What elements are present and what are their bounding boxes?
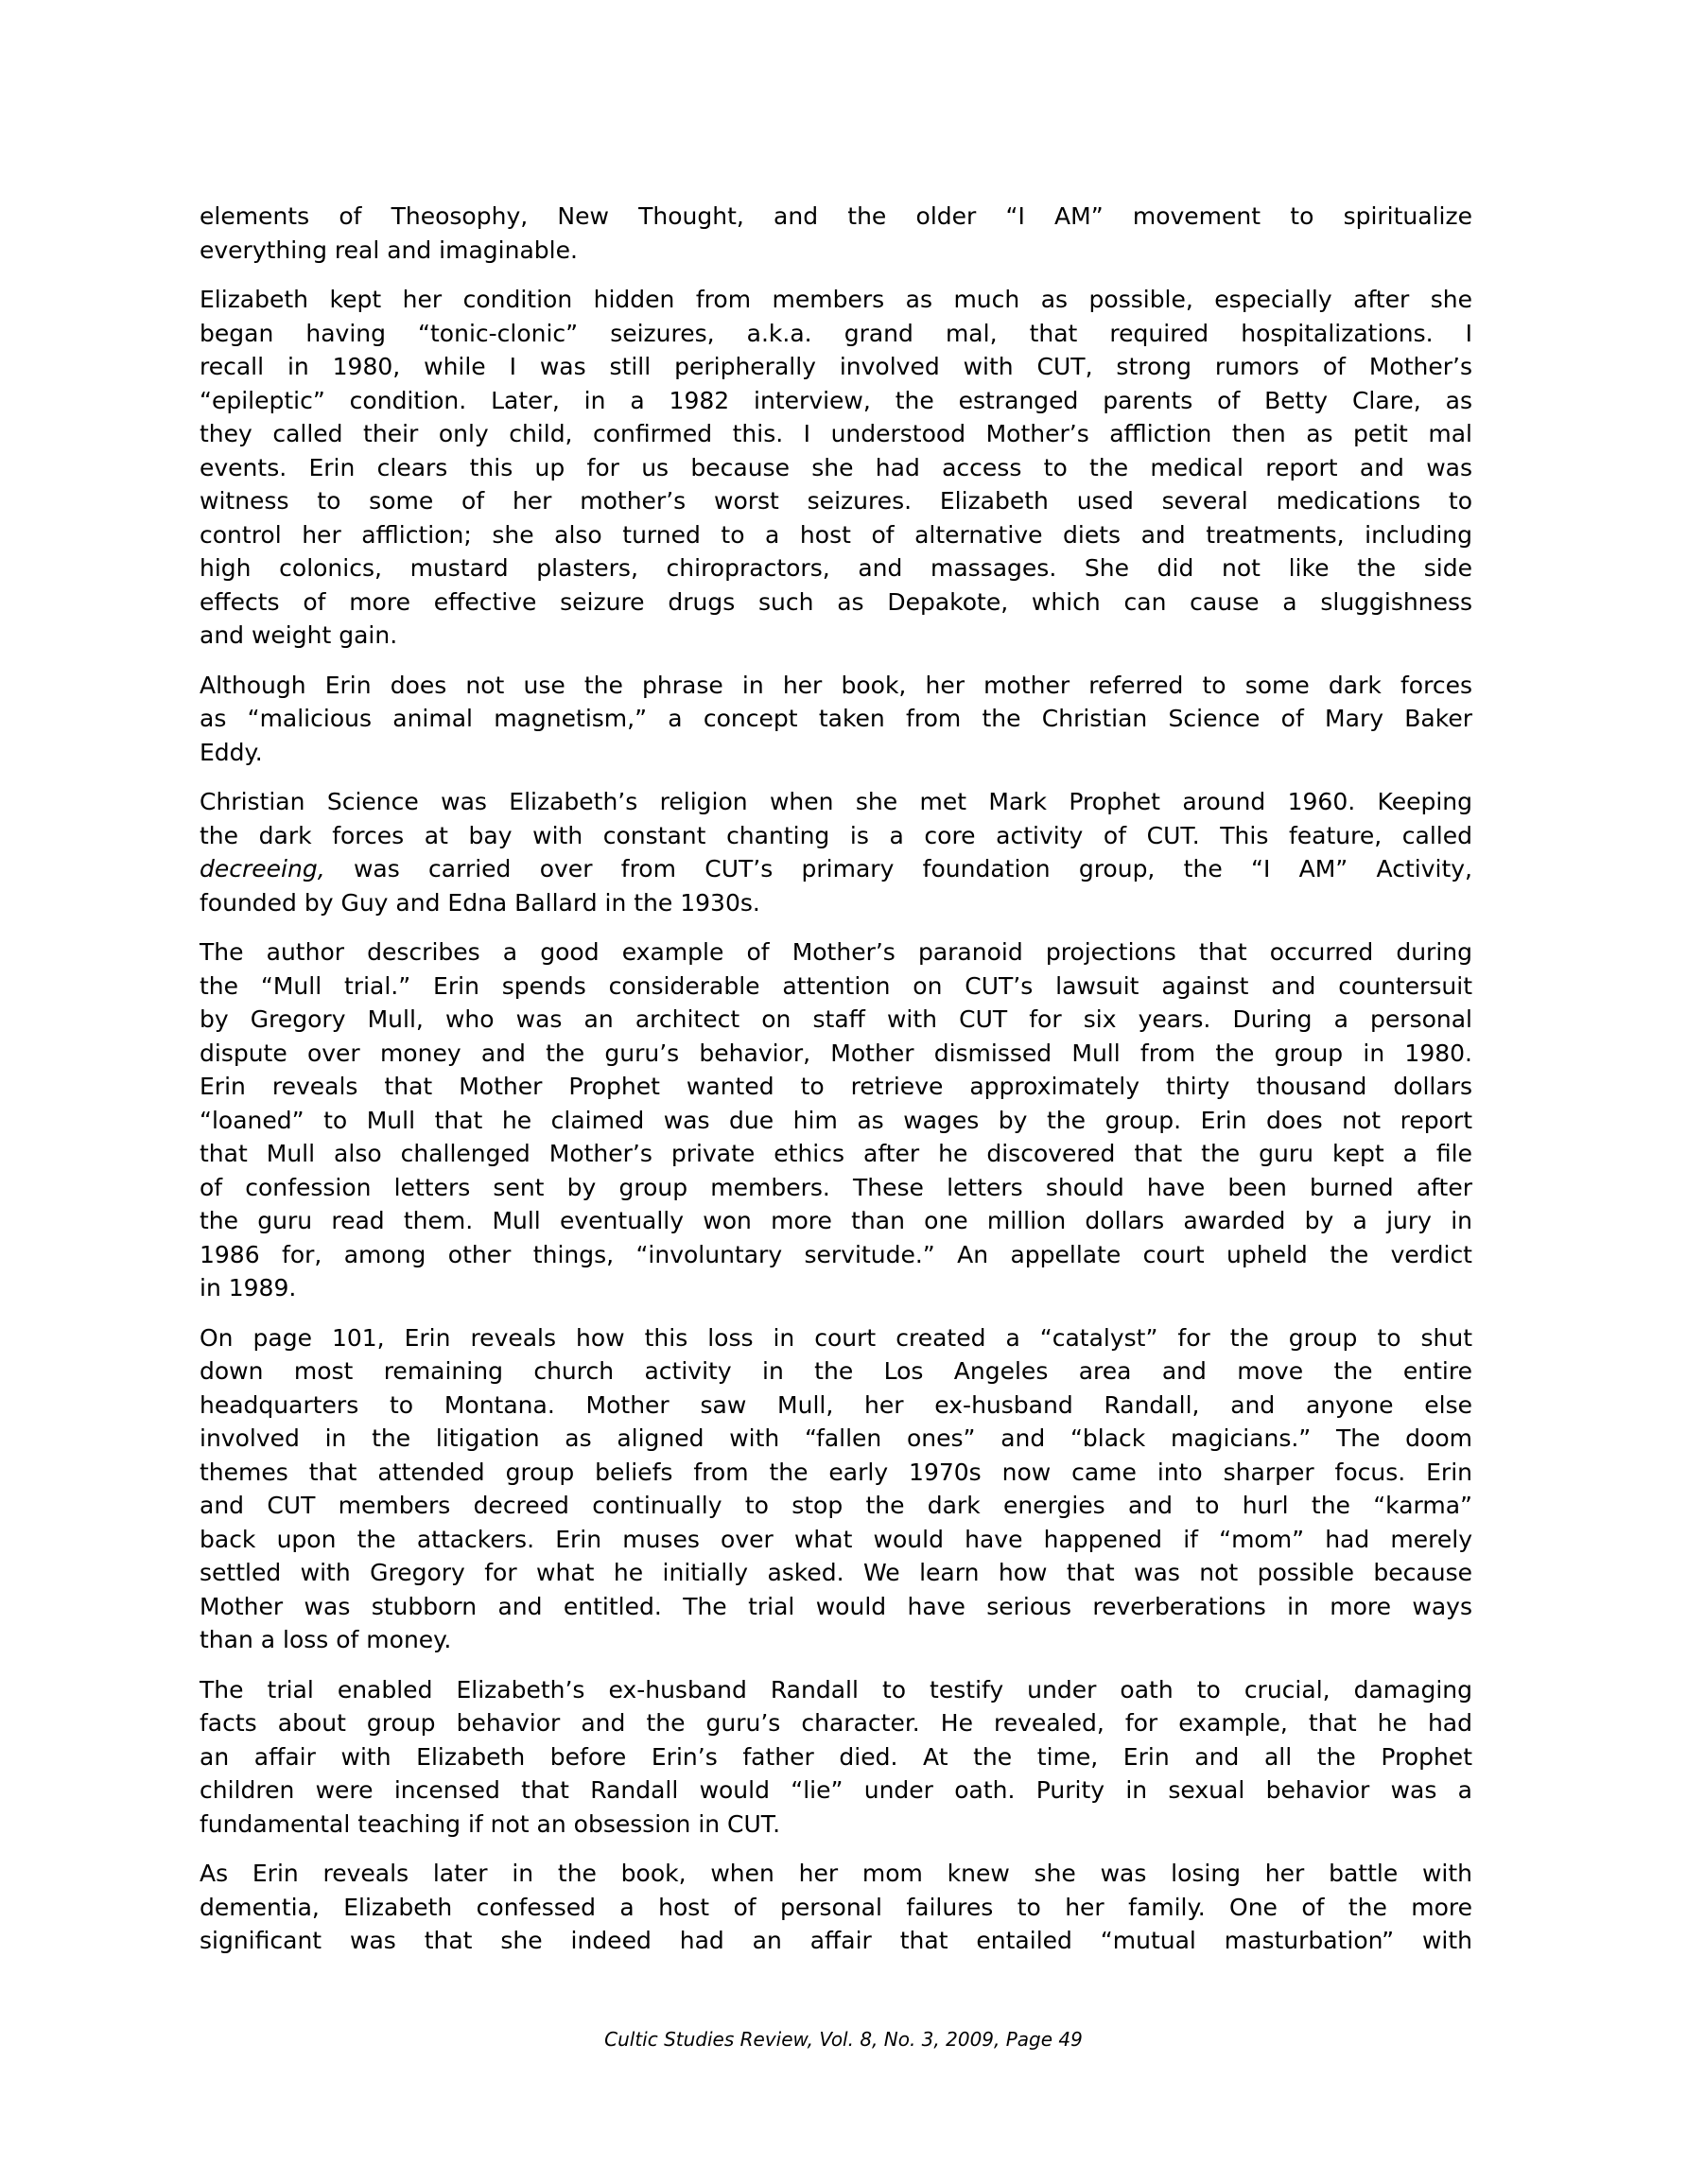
text-line: Erin reveals that Mother Prophet wanted to retrieve approximately thirty thousand dollars — [200, 1073, 1472, 1100]
text-line: effects of more effective seizure drugs such as Depakote, which can cause a sluggishness — [200, 587, 1472, 616]
paragraph — [200, 935, 1472, 1305]
paragraph — [200, 1857, 1472, 1958]
text-line: Christian Science was Elizabeth’s religion when she met Mark Prophet around 1960. Keeping — [200, 788, 1472, 815]
text-line: events. Erin clears this up for us because she had access to the medical report and was — [200, 453, 1472, 481]
text-line: dispute over money and the guru’s behavior, Mother dismissed Mull from the group in 1980. — [200, 1039, 1472, 1067]
text-line: Although Erin does not use the phrase in her book, her mother referred to some dark forces — [200, 671, 1472, 699]
text-line: of confession letters sent by group members. These letters should have been burned after — [200, 1173, 1472, 1201]
text-line: than a loss of money. — [200, 1626, 452, 1653]
text-line: fundamental teaching if not an obsession in CUT. — [200, 1809, 781, 1838]
text-line: by Gregory Mull, who was an architect on staff with CUT for six years. During a personal — [200, 1005, 1472, 1033]
text-line: 1986 for, among other things, “involuntary servitude.” An appellate court upheld the verdict — [200, 1240, 1472, 1268]
paragraph — [200, 785, 1472, 919]
text-line: everything real and imaginable. — [200, 236, 578, 264]
text-line: as “malicious animal magnetism,” a concept taken from the Christian Science of Mary Baker — [200, 705, 1472, 732]
paragraph — [200, 1673, 1472, 1842]
text-line: and weight gain. — [200, 621, 398, 649]
text-line: down most remaining church activity in the Los Angeles area and move the entire — [200, 1357, 1472, 1385]
text-line: the “Mull trial.” Erin spends considerable attention on CUT’s lawsuit against and countersuit — [200, 971, 1472, 1000]
text-line: On page 101, Erin reveals how this loss in court created a “catalyst” for the group to shut — [200, 1323, 1472, 1352]
text-line: Eddy. — [200, 738, 263, 766]
text-line: the dark forces at bay with constant chanting is a core activity of CUT. This feature, called — [200, 821, 1472, 849]
paragraph — [200, 283, 1472, 653]
text-line: involved in the litigation as aligned with “fallen ones” and “black magicians.” The doom — [200, 1424, 1472, 1452]
text-line: Elizabeth kept her condition hidden from members as much as possible, especially after she — [200, 286, 1472, 313]
text-line: founded by Guy and Edna Ballard in the 1930s. — [200, 888, 760, 917]
paragraph — [200, 669, 1472, 770]
text-line: “loaned” to Mull that he claimed was due him as wages by the group. Erin does not report — [200, 1106, 1472, 1134]
text-line: the guru read them. Mull eventually won more than one million dollars awarded by a jury in — [200, 1207, 1472, 1234]
text-line: witness to some of her mother’s worst seizures. Elizabeth used several medications to — [200, 487, 1472, 515]
text-line: back upon the attackers. Erin muses over what would have happened if “mom” had merely — [200, 1525, 1472, 1553]
text-line: children were incensed that Randall would “lie” under oath. Purity in sexual behavior was a — [200, 1776, 1472, 1804]
paragraph — [200, 200, 1472, 267]
text-line: in 1989. — [200, 1274, 297, 1302]
text-line: an affair with Elizabeth before Erin’s father died. At the time, Erin and all the Prophet — [200, 1742, 1472, 1771]
italic-term: decreeing, — [200, 855, 325, 882]
text-line: headquarters to Montana. Mother saw Mull, her ex-husband Randall, and anyone else — [200, 1390, 1472, 1419]
text-line: began having “tonic-clonic” seizures, a.k.a. grand mal, that required hospitalizations. I — [200, 319, 1472, 347]
text-line: recall in 1980, while I was still peripherally involved with CUT, strong rumors of Mother’s — [200, 353, 1472, 380]
text-line: significant was that she indeed had an affair that entailed “mutual masturbation” with — [200, 1927, 1472, 1954]
article-body — [200, 200, 1472, 1974]
text-line: Mother was stubborn and entitled. The trial would have serious reverberations in more ways — [200, 1592, 1472, 1620]
text-line: The trial enabled Elizabeth’s ex-husband Randall to testify under oath to crucial, damaging — [200, 1675, 1472, 1704]
line-text: was carried over from CUT’s primary foundation group, the “I AM” Activity, — [324, 855, 1472, 882]
text-line: control her affliction; she also turned to a host of alternative diets and treatments, including — [200, 520, 1472, 549]
text-line: facts about group behavior and the guru’s character. He revealed, for example, that he had — [200, 1709, 1472, 1737]
text-line: “epileptic” condition. Later, in a 1982 interview, the estranged parents of Betty Clare, as — [200, 386, 1472, 414]
text-line: elements of Theosophy, New Thought, and the older “I AM” movement to spiritualize — [200, 202, 1472, 230]
text-line: themes that attended group beliefs from the early 1970s now came into sharper focus. Erin — [200, 1458, 1472, 1486]
text-line: settled with Gregory for what he initially asked. We learn how that was not possible because — [200, 1559, 1472, 1586]
text-line: The author describes a good example of Mother’s paranoid projections that occurred during — [200, 938, 1472, 966]
paragraph — [200, 1321, 1472, 1657]
text-line: dementia, Elizabeth confessed a host of personal failures to her family. One of the more — [200, 1893, 1472, 1921]
text-line — [200, 852, 1472, 886]
text-line: that Mull also challenged Mother’s private ethics after he discovered that the guru kept a file — [200, 1140, 1472, 1167]
text-line: they called their only child, confirmed this. I understood Mother’s affliction then as petit mal — [200, 420, 1472, 447]
text-line: high colonics, mustard plasters, chiropractors, and massages. She did not like the side — [200, 554, 1472, 582]
page-footer: Cultic Studies Review, Vol. 8, No. 3, 2009, Page 49 — [604, 2028, 1083, 2051]
text-line: and CUT members decreed continually to stop the dark energies and to hurl the “karma” — [200, 1492, 1472, 1519]
text-line: As Erin reveals later in the book, when her mom knew she was losing her battle with — [200, 1860, 1472, 1887]
